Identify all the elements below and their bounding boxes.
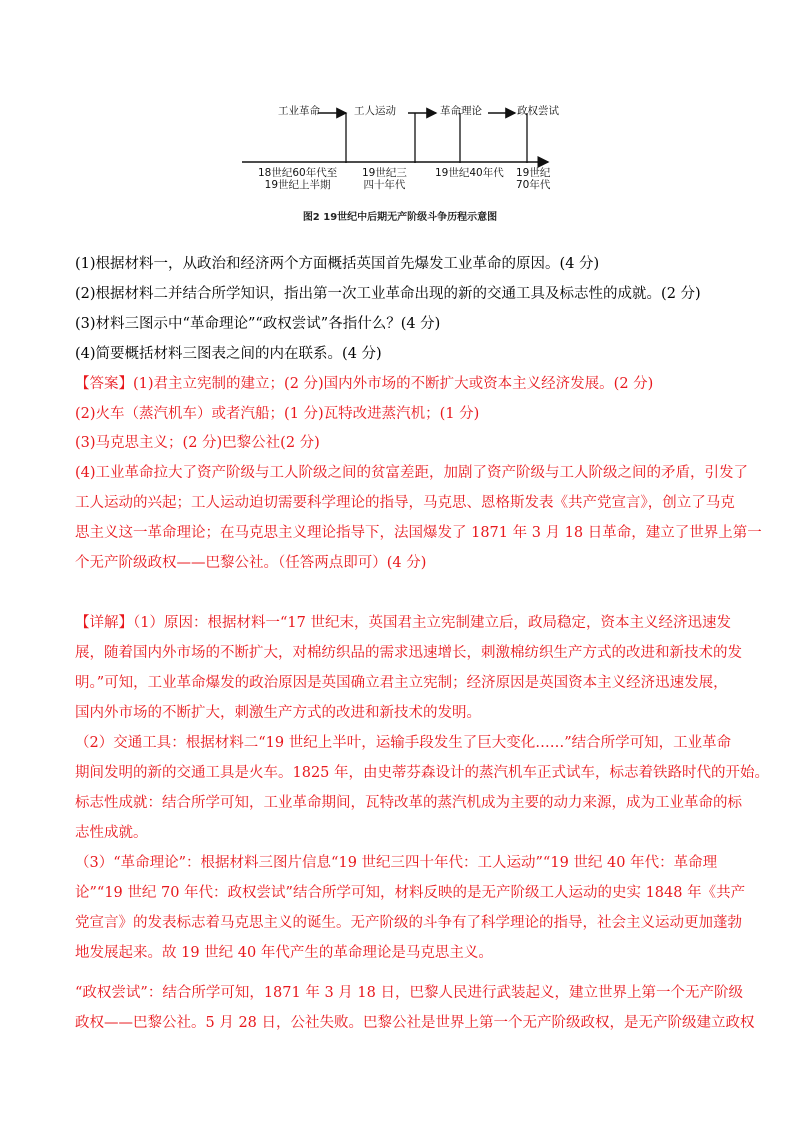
time-label-2-line2: 四十年代 <box>363 179 406 191</box>
time-label-1-line1: 18世纪60年代至 <box>258 167 338 179</box>
detail-line-5: （2）交通工具：根据材料二“19 世纪上半叶，运输手段发生了巨大变化……”结合所学可知，工业革命 <box>75 735 732 751</box>
detail-line-2: 展，随着国内外市场的不断扩大，对棉纺织品的需求迅速增长，刺激棉纺织生产方式的改进和新技术的发 <box>75 645 742 661</box>
question-3: (3)材料三图示中“革命理论”“政权尝试”各指什么？(4 分) <box>75 316 441 332</box>
answer-line-1: 【答案】(1)君主立宪制的建立；(2 分)国内外市场的不断扩大或资本主义经济发展。(2 分) <box>75 376 654 392</box>
detail-line-11: 党宣言》的发表标志着马克思主义的诞生。无产阶级的斗争有了科学理论的指导，社会主义运动更加蓬勃 <box>75 915 742 931</box>
detail-line-7: 标志性成就：结合所学可知，工业革命期间，瓦特改革的蒸汽机成为主要的动力来源，成为工业革命的标 <box>75 795 742 811</box>
time-label-3 <box>435 167 504 179</box>
time-label-4-line2: 70年代 <box>516 179 551 191</box>
answer-line-4: (4)工业革命拉大了资产阶级与工人阶级之间的贫富差距，加剧了资产阶级与工人阶级之间的矛盾，引发了 <box>75 465 749 481</box>
stage-label-workers-movement: 工人运动 <box>354 105 396 117</box>
detail-line-9: （3）“革命理论”：根据材料三图片信息“19 世纪三四十年代：工人运动”“19 世纪 40 年代：革命理 <box>75 855 718 871</box>
stage-label-regime-attempt: 政权尝试 <box>517 105 559 117</box>
question-1: (1)根据材料一，从政治和经济两个方面概括英国首先爆发工业革命的原因。(4 分) <box>75 256 600 272</box>
timeline-figure <box>230 95 570 230</box>
stage-label-revolutionary-theory: 革命理论 <box>440 105 482 117</box>
stage-label-industrial-revolution: 工业革命 <box>278 105 320 117</box>
detail-line-12: 地发展起来。故 19 世纪 40 年代产生的革命理论是马克思主义。 <box>75 945 493 961</box>
answer-line-5: 工人运动的兴起；工人运动迫切需要科学理论的指导，马克思、恩格斯发表《共产党宣言》，创立了马克 <box>75 495 735 511</box>
time-label-4 <box>516 167 550 191</box>
time-label-4-line1: 19世纪 <box>516 167 551 179</box>
detail-line-8: 志性成就。 <box>75 825 148 841</box>
detail-line-13: “政权尝试”：结合所学可知，1871 年 3 月 18 日，巴黎人民进行武装起义，建立世界上第一个无产阶级 <box>75 985 743 1001</box>
detail-line-3: 明。”可知，工业革命爆发的政治原因是英国确立君主立宪制；经济原因是英国资本主义经济迅速发展， <box>75 675 728 691</box>
question-2: (2)根据材料二并结合所学知识，指出第一次工业革命出现的新的交通工具及标志性的成就。(2 分) <box>75 286 701 302</box>
answer-line-3: (3)马克思主义；(2 分)巴黎公社(2 分) <box>75 435 320 451</box>
detail-line-4: 国内外市场的不断扩大，刺激生产方式的改进和新技术的发明。 <box>75 705 481 721</box>
answer-line-2: (2)火车（蒸汽机车）或者汽船；(1 分)瓦特改进蒸汽机；(1 分) <box>75 406 480 422</box>
detail-line-14: 政权——巴黎公社。5 月 28 日，公社失败。巴黎公社是世界上第一个无产阶级政权，是无产阶级建立政权 <box>75 1015 755 1031</box>
time-label-1-line2: 19世纪上半期 <box>264 179 331 191</box>
figure-caption: 图2 19世纪中后期无产阶级斗争历程示意图 <box>302 212 498 223</box>
question-4: (4)简要概括材料三图表之间的内在联系。(4 分) <box>75 346 382 362</box>
time-label-2-line1: 19世纪三 <box>362 167 407 179</box>
detail-line-10: 论”“19 世纪 70 年代：政权尝试”结合所学可知，材料反映的是无产阶级工人运动的史实 1848 年《共产 <box>75 885 746 901</box>
time-label-2 <box>362 167 407 191</box>
time-label-1 <box>258 167 337 191</box>
answer-line-6: 思主义这一革命理论；在马克思主义理论指导下，法国爆发了 1871 年 3 月 18 日革命，建立了世界上第一 <box>75 525 762 541</box>
detail-line-1: 【详解】（1）原因：根据材料一“17 世纪末，英国君主立宪制建立后，政局稳定，资本主义经济迅速发 <box>75 615 731 631</box>
time-label-3-line1: 19世纪40年代 <box>435 167 504 179</box>
answer-line-7: 个无产阶级政权——巴黎公社。（任答两点即可）(4 分) <box>75 555 427 571</box>
detail-line-6: 期间发明的新的交通工具是火车。1825 年，由史蒂芬森设计的蒸汽机车正式试车，标志着铁路时代的开始。 <box>75 765 770 781</box>
